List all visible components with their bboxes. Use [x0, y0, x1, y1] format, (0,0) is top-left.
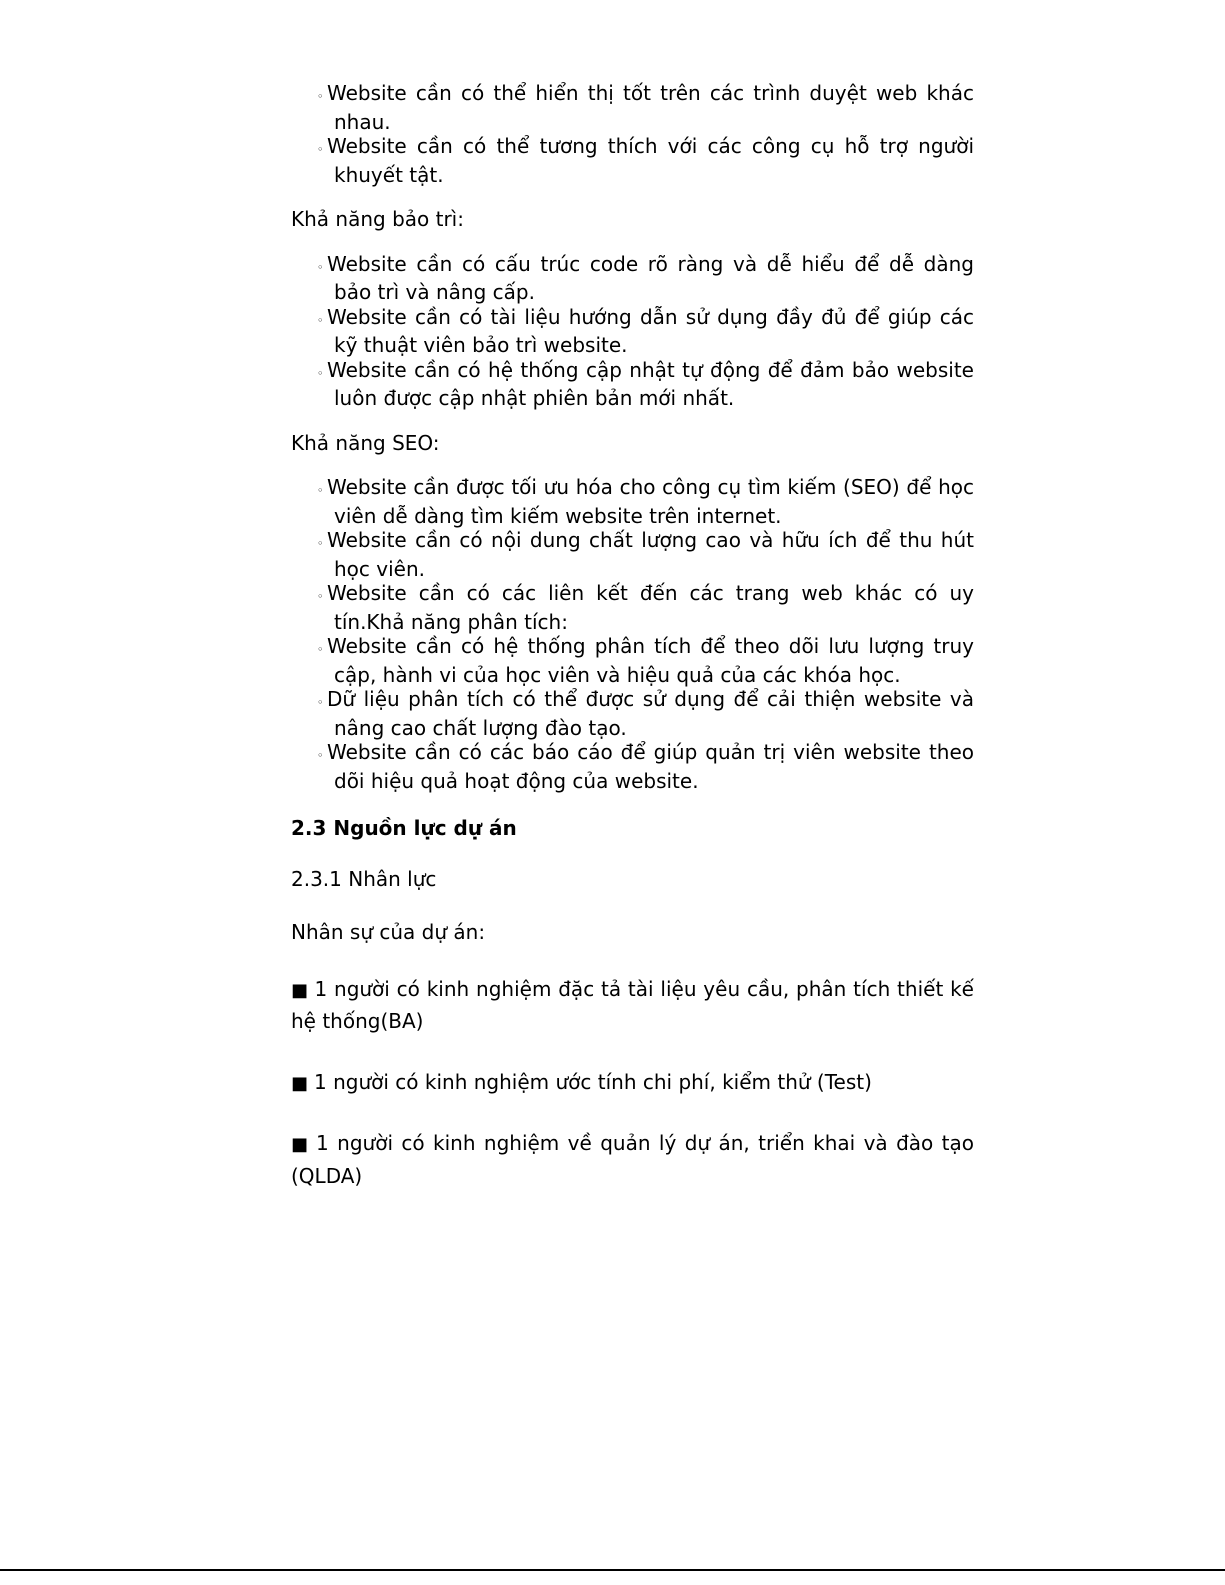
circle-bullet-icon: ◦ [317, 143, 324, 156]
staff-item: ■ 1 người có kinh nghiệm về quản lý dự án, triển khai và đào tạo (QLDA) [291, 1131, 974, 1188]
square-bullet-icon: ■ [291, 1134, 311, 1155]
staff-intro: Nhân sự của dự án: [291, 920, 486, 944]
page-bottom-rule [0, 1569, 1225, 1571]
circle-bullet-icon: ◦ [317, 366, 324, 380]
square-bullet-icon: ■ [291, 979, 309, 1001]
list-item: ◦ Website cần có thể hiển thị tốt trên các trình duyệt web khác nhau. [317, 81, 974, 134]
list-item: ◦ Website cần có các liên kết đến các trang web khác có uy tín.Khả năng phân tích: [317, 581, 974, 634]
maintenance-heading: Khả năng bảo trì: [291, 207, 464, 231]
list-item: ◦ Website cần có hệ thống cập nhật tự động để đảm bảo website luôn được cập nhật phiên bản mới nhất. [317, 357, 974, 410]
circle-bullet-icon: ◦ [317, 90, 324, 103]
list-item: ◦ Website cần có tài liệu hướng dẫn sử dụng đầy đủ để giúp các kỹ thuật viên bảo trì website. [317, 304, 974, 357]
maintenance-list [291, 252, 974, 411]
circle-bullet-icon: ◦ [317, 643, 324, 656]
list-item: ◦ Website cần có cấu trúc code rõ ràng và dễ hiểu để dễ dàng bảo trì và nâng cấp. [317, 251, 974, 304]
circle-bullet-icon: ◦ [317, 590, 324, 603]
list-item: ◦ Website cần có thể tương thích với các công cụ hỗ trợ người khuyết tật. [317, 134, 974, 187]
subsection-title: 2.3.1 Nhân lực [291, 866, 437, 891]
circle-bullet-icon: ◦ [317, 696, 324, 709]
list-item: ◦ Website cần có nội dung chất lượng cao và hữu ích để thu hút học viên. [317, 528, 974, 581]
seo-heading: Khả năng SEO: [291, 430, 440, 455]
list-item: ◦ Dữ liệu phân tích có thể được sử dụng để cải thiện website và nâng cao chất lượng đào tạo. [317, 687, 974, 740]
square-bullet-icon: ■ [291, 1072, 309, 1094]
circle-bullet-icon: ◦ [317, 260, 324, 274]
circle-bullet-icon: ◦ [317, 537, 324, 550]
staff-item: ■ 1 người có kinh nghiệm đặc tả tài liệu yêu cầu, phân tích thiết kế hệ thống(BA) [291, 976, 974, 1033]
circle-bullet-icon: ◦ [317, 749, 324, 762]
compatibility-list [291, 81, 974, 187]
section-title: 2.3 Nguồn lực dự án [291, 816, 517, 840]
list-item: ◦ Website cần được tối ưu hóa cho công cụ tìm kiếm (SEO) để học viên dễ dàng tìm kiếm website trên internet. [317, 475, 974, 528]
document-body [291, 81, 974, 1192]
circle-bullet-icon: ◦ [317, 313, 324, 327]
seo-list [291, 475, 974, 793]
list-item: ◦ Website cần có các báo cáo để giúp quản trị viên website theo dõi hiệu quả hoạt động của website. [317, 740, 974, 793]
list-item: ◦ Website cần có hệ thống phân tích để theo dõi lưu lượng truy cập, hành vi của học viên và hiệu quả của các khóa học. [317, 634, 974, 687]
staff-item: ■ 1 người có kinh nghiệm ước tính chi phí, kiểm thử (Test) [291, 1069, 872, 1094]
circle-bullet-icon: ◦ [317, 484, 324, 497]
